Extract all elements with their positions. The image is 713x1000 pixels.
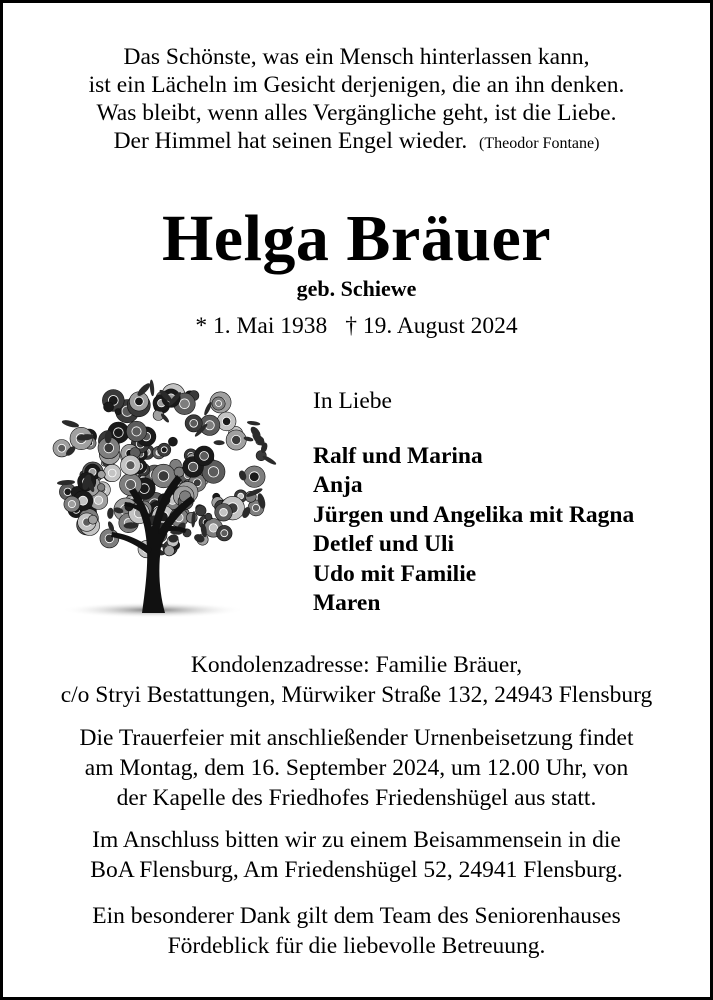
flower-tree-icon bbox=[45, 379, 287, 619]
family-member: Ralf und Marina bbox=[313, 443, 483, 469]
poem-line: Das Schönste, was ein Mensch hinterlassen kann, bbox=[123, 44, 590, 70]
deceased-name: Helga Bräuer bbox=[161, 202, 552, 275]
funeral-info bbox=[3, 723, 710, 813]
family-member: Udo mit Familie bbox=[313, 560, 477, 587]
thanks-line: Ein besonderer Dank gilt dem Team des Seniorenhauses bbox=[92, 903, 621, 929]
family-member: Jürgen und Angelika mit Ragna bbox=[313, 501, 635, 528]
gathering-info bbox=[3, 825, 710, 885]
thanks-line: Fördeblick für die liebevolle Betreuung. bbox=[167, 933, 546, 959]
thanks-note bbox=[3, 901, 710, 961]
death-date: † 19. August 2024 bbox=[345, 313, 518, 339]
poem-line: ist ein Lächeln im Gesicht derjenigen, die an ihn denken. bbox=[88, 72, 625, 98]
condolence-line: c/o Stryi Bestattungen, Mürwiker Straße 132, 24943 Flensburg bbox=[60, 682, 653, 708]
birth-name: geb. Schiewe bbox=[296, 276, 417, 301]
family-signature bbox=[313, 386, 708, 618]
family-names bbox=[313, 442, 708, 618]
funeral-line: am Montag, dem 16. September 2024, um 12.00 Uhr, von bbox=[84, 755, 629, 781]
poem-quote bbox=[3, 43, 710, 158]
poem-line: Was bleibt, wenn alles Vergängliche geht, ist die Liebe. bbox=[96, 100, 617, 126]
gathering-line: Im Anschluss bitten wir zu einem Beisammensein in die bbox=[92, 827, 621, 853]
gathering-line: BoA Flensburg, Am Friedenshügel 52, 24941 Flensburg. bbox=[90, 857, 623, 883]
family-intro: In Liebe bbox=[313, 388, 392, 414]
condolence-address bbox=[3, 650, 710, 710]
funeral-line: der Kapelle des Friedhofes Friedenshügel aus statt. bbox=[116, 785, 597, 811]
condolence-line: Kondolenzadresse: Familie Bräuer, bbox=[190, 652, 523, 678]
family-member: Maren bbox=[313, 590, 381, 617]
family-member: Detlef und Uli bbox=[313, 531, 454, 558]
life-dates bbox=[3, 311, 710, 341]
poem-line-text: Der Himmel hat seinen Engel wieder. bbox=[113, 128, 468, 154]
poem-line-last bbox=[3, 127, 710, 158]
birth-date: * 1. Mai 1938 bbox=[195, 313, 328, 339]
funeral-line: Die Trauerfeier mit anschließender Urnenbeisetzung findet bbox=[79, 725, 634, 751]
family-member: Anja bbox=[313, 472, 363, 499]
poem-author: (Theodor Fontane) bbox=[479, 135, 600, 152]
